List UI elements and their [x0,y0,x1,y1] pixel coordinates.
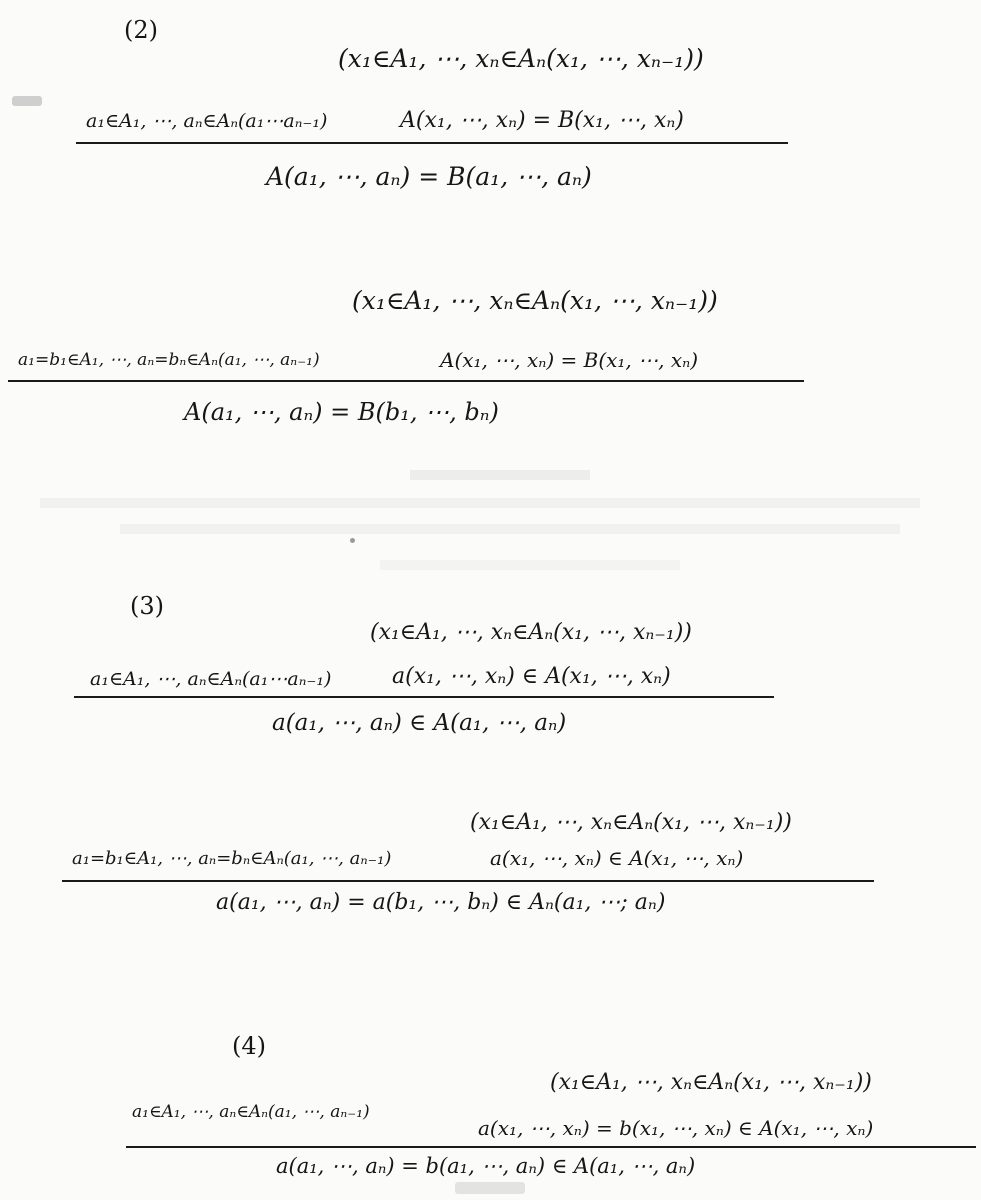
premise-right: A(x₁, ⋯, xₙ) = B(x₁, ⋯, xₙ) [440,348,699,372]
conclusion: a(a₁, ⋯, aₙ) ∈ A(a₁, ⋯, aₙ) [272,710,567,736]
hypothesis-context: (x₁∈A₁, ⋯, xₙ∈Aₙ(x₁, ⋯, xₙ₋₁)) [352,286,718,315]
premise-left: a₁=b₁∈A₁, ⋯, aₙ=bₙ∈Aₙ(a₁, ⋯, aₙ₋₁) [18,350,320,370]
premise-right: a(x₁, ⋯, xₙ) ∈ A(x₁, ⋯, xₙ) [490,846,744,870]
hypothesis-context: (x₁∈A₁, ⋯, xₙ∈Aₙ(x₁, ⋯, xₙ₋₁)) [370,620,692,645]
ink-smudge [12,96,42,106]
hypothesis-context: (x₁∈A₁, ⋯, xₙ∈Aₙ(x₁, ⋯, xₙ₋₁)) [338,44,704,73]
conclusion: a(a₁, ⋯, aₙ) = b(a₁, ⋯, aₙ) ∈ A(a₁, ⋯, aₙ) [276,1154,696,1178]
conclusion: a(a₁, ⋯, aₙ) = a(b₁, ⋯, bₙ) ∈ Aₙ(a₁, ⋯; aₙ) [216,890,666,915]
section-label-2: (2) [124,16,158,44]
bleed-through-text [410,470,590,480]
section-label-4: (4) [232,1032,266,1060]
premise-right: A(x₁, ⋯, xₙ) = B(x₁, ⋯, xₙ) [400,108,684,133]
hypothesis-context: (x₁∈A₁, ⋯, xₙ∈Aₙ(x₁, ⋯, xₙ₋₁)) [470,810,792,835]
premise-left: a₁∈A₁, ⋯, aₙ∈Aₙ(a₁, ⋯, aₙ₋₁) [132,1102,370,1122]
premise-right: a(x₁, ⋯, xₙ) ∈ A(x₁, ⋯, xₙ) [392,664,671,689]
inference-line [126,1146,976,1148]
ink-smudge [350,538,355,543]
hypothesis-context: (x₁∈A₁, ⋯, xₙ∈Aₙ(x₁, ⋯, xₙ₋₁)) [550,1070,872,1095]
conclusion: A(a₁, ⋯, aₙ) = B(a₁, ⋯, aₙ) [266,162,592,191]
inference-line [74,696,774,698]
bleed-through-text [380,560,680,570]
ink-smudge [455,1182,525,1194]
premise-left: a₁∈A₁, ⋯, aₙ∈Aₙ(a₁⋯aₙ₋₁) [90,668,332,690]
bleed-through-text [120,524,900,534]
inference-line [8,380,804,382]
conclusion: A(a₁, ⋯, aₙ) = B(b₁, ⋯, bₙ) [184,398,499,426]
premise-right: a(x₁, ⋯, xₙ) = b(x₁, ⋯, xₙ) ∈ A(x₁, ⋯, xₙ) [478,1116,874,1140]
inference-line [76,142,788,144]
bleed-through-text [40,498,920,508]
section-label-3: (3) [130,592,164,620]
inference-line [62,880,874,882]
premise-left: a₁=b₁∈A₁, ⋯, aₙ=bₙ∈Aₙ(a₁, ⋯, aₙ₋₁) [72,848,392,869]
premise-left: a₁∈A₁, ⋯, aₙ∈Aₙ(a₁⋯aₙ₋₁) [86,110,328,132]
